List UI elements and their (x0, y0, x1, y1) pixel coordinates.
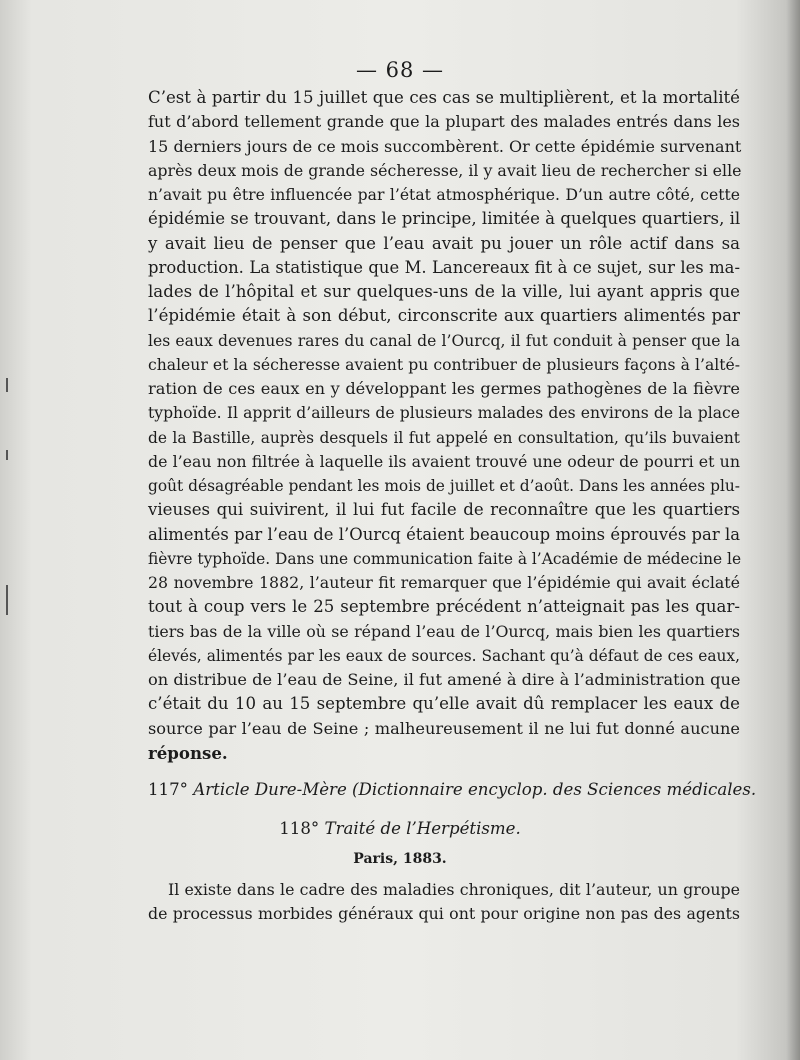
text-line: C’est à partir du 15 juillet que ces cas se multiplièrent, et la mortalité (148, 88, 740, 107)
text-line: tout à coup vers le 25 septembre précédent n’atteignait pas les quar- (148, 597, 740, 617)
heading-118-title: Traité de l’Herpétisme. (324, 819, 521, 838)
text-line: goût désagréable pendant les mois de juillet et d’août. Dans les années plu- (148, 477, 740, 495)
text-line: 28 novembre 1882, l’auteur fit remarquer que l’épidémie qui avait éclaté (148, 573, 740, 592)
text-line: de la Bastille, auprès desquels il fut appelé en consultation, qu’ils buvaient (148, 428, 740, 447)
text-line: chaleur et la sécheresse avaient pu contribuer de plusieurs façons à l’alté- (148, 355, 740, 374)
margin-mark (6, 378, 8, 392)
text-line: on distribue de l’eau de Seine, il fut amené à dire à l’administration que (148, 670, 741, 689)
text-line: réponse. (148, 742, 228, 763)
text-line: de processus morbides généraux qui ont pour origine non pas des agents (148, 904, 740, 924)
paragraph-1 (148, 86, 740, 765)
text-line: source par l’eau de Seine ; malheureusement il ne lui fut donné aucune (148, 718, 740, 738)
text-line: production. La statistique que M. Lancereaux fit à ce sujet, sur les ma- (148, 257, 740, 277)
text-line: épidémie se trouvant, dans le principe, limitée à quelques quartiers, il (148, 209, 741, 229)
text-line: ration de ces eaux en y développant les germes pathogènes de la fièvre (148, 379, 740, 398)
text-line: fièvre typhoïde. Dans une communication faite à l’Académie de médecine le (148, 549, 742, 568)
text-line: les eaux devenues rares du canal de l’Ourcq, il fut conduit à penser que la (148, 331, 740, 350)
heading-118 (0, 817, 800, 841)
text-line: typhoïde. Il apprit d’ailleurs de plusieurs malades des environs de la place (148, 404, 740, 423)
heading-117 (148, 778, 757, 802)
place-date: Paris, 1883. (353, 851, 447, 867)
text-line: n’avait pu être influencée par l’état atmosphérique. D’un autre côté, cette (148, 186, 740, 204)
text-line: vieuses qui suivirent, il lui fut facile de reconnaître que les quartiers (148, 500, 740, 520)
text-line: 15 derniers jours de ce mois succombèrent. Or cette épidémie survenant (148, 136, 742, 156)
heading-117-title: Article Dure-Mère (Dictionnaire encyclop. des Sciences médicales. (193, 780, 757, 799)
heading-118-number: 118° (279, 819, 320, 838)
text-line: de l’eau non filtrée à laquelle ils avaient trouvé une odeur de pourri et un (148, 451, 740, 471)
text-line: lades de l’hôpital et sur quelques-uns de la ville, lui ayant appris que (148, 282, 740, 301)
page-number: — 68 — (355, 58, 445, 82)
heading-117-number: 117° (148, 780, 188, 799)
text-line: l’épidémie était à son début, circonscrite aux quartiers alimentés par (148, 306, 740, 326)
margin-mark (6, 585, 8, 615)
paragraph-2 (148, 878, 740, 927)
text-line: fut d’abord tellement grande que la plupart des malades entrés dans les (148, 112, 740, 132)
text-line: Il existe dans le cadre des maladies chroniques, dit l’auteur, un groupe (168, 880, 740, 899)
text-line: après deux mois de grande sécheresse, il y avait lieu de rechercher si elle (148, 160, 742, 180)
margin-mark (6, 450, 8, 460)
text-line: c’était du 10 au 15 septembre qu’elle avait dû remplacer les eaux de (148, 694, 740, 714)
text-line: y avait lieu de penser que l’eau avait pu jouer un rôle actif dans sa (148, 233, 740, 253)
text-line: tiers bas de la ville où se répand l’eau de l’Ourcq, mais bien les quartiers (148, 621, 740, 641)
text-line: alimentés par l’eau de l’Ourcq étaient beaucoup moins éprouvés par la (148, 524, 740, 544)
text-line: élevés, alimentés par les eaux de sources. Sachant qu’à défaut de ces eaux, (148, 646, 740, 665)
binding-shadow (786, 0, 800, 1060)
